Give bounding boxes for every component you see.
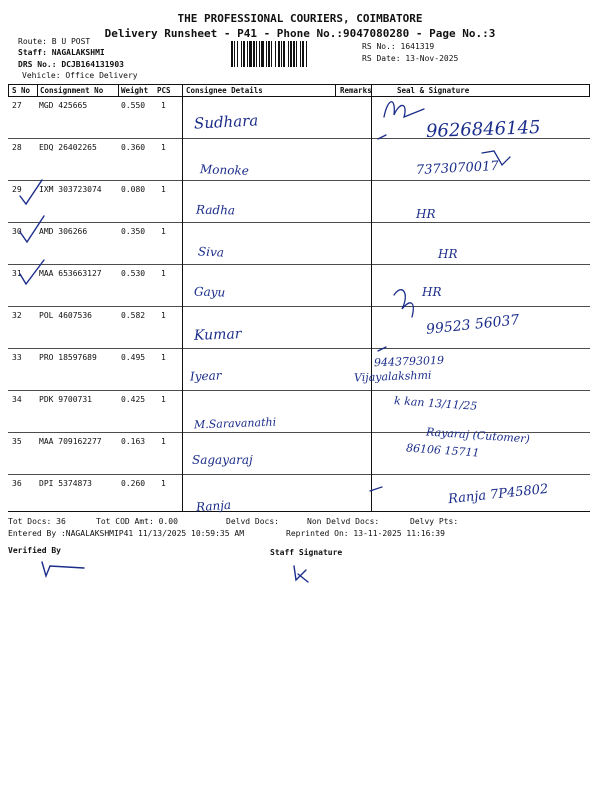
row-consignment-no: AMD 306266 — [39, 227, 88, 236]
row-pcs: 1 — [161, 185, 166, 194]
row-sno: 35 — [12, 437, 22, 446]
barcode-bar — [290, 41, 292, 67]
row-pcs: 1 — [161, 479, 166, 488]
seal-signature-text: 7373070017 — [415, 158, 500, 179]
consignee-signature: Kumar — [193, 326, 242, 344]
barcode-bar — [278, 41, 280, 67]
seal-signature-text: 9626846145 — [425, 117, 541, 142]
row-weight: 0.260 — [121, 479, 146, 488]
row-weight: 0.360 — [121, 143, 146, 152]
seal-signature-text: Ranja 7P45802 — [447, 481, 550, 508]
barcode-bar — [283, 41, 285, 67]
row-pcs: 1 — [161, 143, 166, 152]
row-weight: 0.530 — [121, 269, 146, 278]
entered-by: Entered By :NAGALAKSHMIP41 11/13/2025 10:59:35 AM — [8, 529, 245, 538]
seal-signature-text: 9443793019 — [373, 353, 445, 370]
row-pcs: 1 — [161, 269, 166, 278]
barcode-bar — [237, 41, 238, 67]
drs-number: DRS No.: DCJB164131903 — [18, 60, 124, 69]
staff-name: Staff: NAGALAKSHMI — [18, 48, 105, 57]
row-sno: 30 — [12, 227, 22, 236]
company-name: THE PROFESSIONAL COURIERS, COIMBATORE — [177, 12, 423, 25]
seal-signature-text: 99523 56037 — [425, 312, 521, 338]
verified-by-signature — [38, 558, 88, 582]
seal-signature-ink — [364, 95, 594, 525]
rs-date: RS Date: 13-Nov-2025 — [362, 54, 459, 63]
barcode-bar — [234, 41, 235, 67]
row-weight: 0.550 — [121, 101, 146, 110]
col-header-pcs: PCS — [157, 86, 171, 95]
row-pcs: 1 — [161, 353, 166, 362]
row-pcs: 1 — [161, 395, 166, 404]
barcode-bar — [231, 41, 233, 67]
delivered-docs: Delvd Docs: — [226, 517, 279, 526]
staff-signature-mark — [288, 562, 318, 586]
barcode-bar — [253, 41, 255, 67]
col-header-seal: Seal & Signature — [397, 86, 470, 95]
row-weight: 0.425 — [121, 395, 146, 404]
seal-signature-text: HR — [416, 207, 436, 221]
seal-signature-text: k kan 13/11/25 — [393, 394, 478, 413]
barcode — [230, 41, 356, 67]
barcode-bar — [249, 41, 252, 67]
row-weight: 0.350 — [121, 227, 146, 236]
runsheet-title: Delivery Runsheet - P41 - Phone No.:9047080280 - Page No.:3 — [104, 27, 496, 40]
row-consignment-no: PDK 9700731 — [39, 395, 92, 404]
row-consignment-no: MAA 653663127 — [39, 269, 102, 278]
row-pcs: 1 — [161, 311, 166, 320]
barcode-bar — [247, 41, 248, 67]
rs-number: RS No.: 1641319 — [362, 42, 435, 51]
seal-signature-text: HR — [438, 247, 458, 261]
consignee-signature: Ranja — [195, 497, 232, 515]
seal-signature-text: Vijayalakshmi — [353, 368, 432, 385]
row-sno: 36 — [12, 479, 22, 488]
row-sno: 33 — [12, 353, 22, 362]
consignee-signature: Radha — [195, 202, 236, 218]
barcode-bar — [259, 41, 260, 67]
row-pcs: 1 — [161, 101, 166, 110]
row-consignment-no: PRO 18597689 — [39, 353, 97, 362]
non-delivered-docs: Non Delvd Docs: — [307, 517, 380, 526]
delivery-points: Delvy Pts: — [410, 517, 459, 526]
barcode-bar — [302, 41, 304, 67]
consignee-signature: Siva — [197, 244, 225, 260]
barcode-bar — [275, 41, 276, 67]
row-consignment-no: MAA 709162277 — [39, 437, 102, 446]
col-header-weight: Weight — [121, 86, 149, 95]
col-header-remarks: Remarks — [340, 86, 372, 95]
total-docs: Tot Docs: 36 — [8, 517, 66, 526]
verified-by-label: Verified By — [8, 546, 61, 555]
barcode-bar — [243, 41, 245, 67]
consignee-signature: Monoke — [199, 162, 250, 178]
barcode-bar — [261, 41, 264, 67]
barcode-bar — [268, 41, 270, 67]
col-header-consignee: Consignee Details — [186, 86, 263, 95]
col-header-sno: S No — [12, 86, 31, 95]
row-consignment-no: DPI 5374873 — [39, 479, 92, 488]
row-weight: 0.582 — [121, 311, 146, 320]
barcode-bar — [256, 41, 257, 67]
consignee-signature: Iyear — [189, 368, 222, 384]
barcode-bar — [271, 41, 272, 67]
seal-signature-text: 86106 15711 — [405, 441, 480, 460]
barcode-bar — [266, 41, 267, 67]
row-pcs: 1 — [161, 437, 166, 446]
barcode-bar — [306, 41, 307, 67]
barcode-bar — [293, 41, 295, 67]
row-sno: 28 — [12, 143, 22, 152]
barcode-bar — [241, 41, 242, 67]
consignee-signature: Gayu — [193, 284, 226, 300]
row-sno: 27 — [12, 101, 22, 110]
vehicle: Vehicle: Office Delivery — [22, 71, 138, 80]
row-consignment-no: EDQ 26402265 — [39, 143, 97, 152]
row-consignment-no: POL 4607536 — [39, 311, 92, 320]
barcode-bar — [281, 41, 282, 67]
barcode-bar — [288, 41, 289, 67]
staff-signature-label: Staff Signature — [270, 548, 343, 557]
row-weight: 0.163 — [121, 437, 146, 446]
consignee-signature: Sudhara — [193, 111, 259, 133]
col-header-consignment: Consignment No — [40, 86, 104, 95]
consignee-signature: Sagayaraj — [192, 453, 253, 467]
seal-signature-text: HR — [422, 285, 442, 299]
row-sno: 32 — [12, 311, 22, 320]
row-sno: 29 — [12, 185, 22, 194]
row-consignment-no: MGD 425665 — [39, 101, 88, 110]
row-consignment-no: IXM 303723074 — [39, 185, 102, 194]
consignee-signature: M.Saravanathi — [193, 415, 277, 432]
route: Route: B U POST — [18, 37, 91, 46]
check-marks — [18, 178, 58, 288]
row-weight: 0.495 — [121, 353, 146, 362]
seal-signature-text: Rayaraj (Cutomer) — [425, 425, 531, 446]
barcode-bar — [300, 41, 301, 67]
total-cod-amount: Tot COD Amt: 0.00 — [96, 517, 178, 526]
row-pcs: 1 — [161, 227, 166, 236]
barcode-bar — [296, 41, 297, 67]
row-sno: 31 — [12, 269, 22, 278]
row-weight: 0.080 — [121, 185, 146, 194]
reprinted-on: Reprinted On: 13-11-2025 11:16:39 — [286, 529, 445, 538]
row-sno: 34 — [12, 395, 22, 404]
